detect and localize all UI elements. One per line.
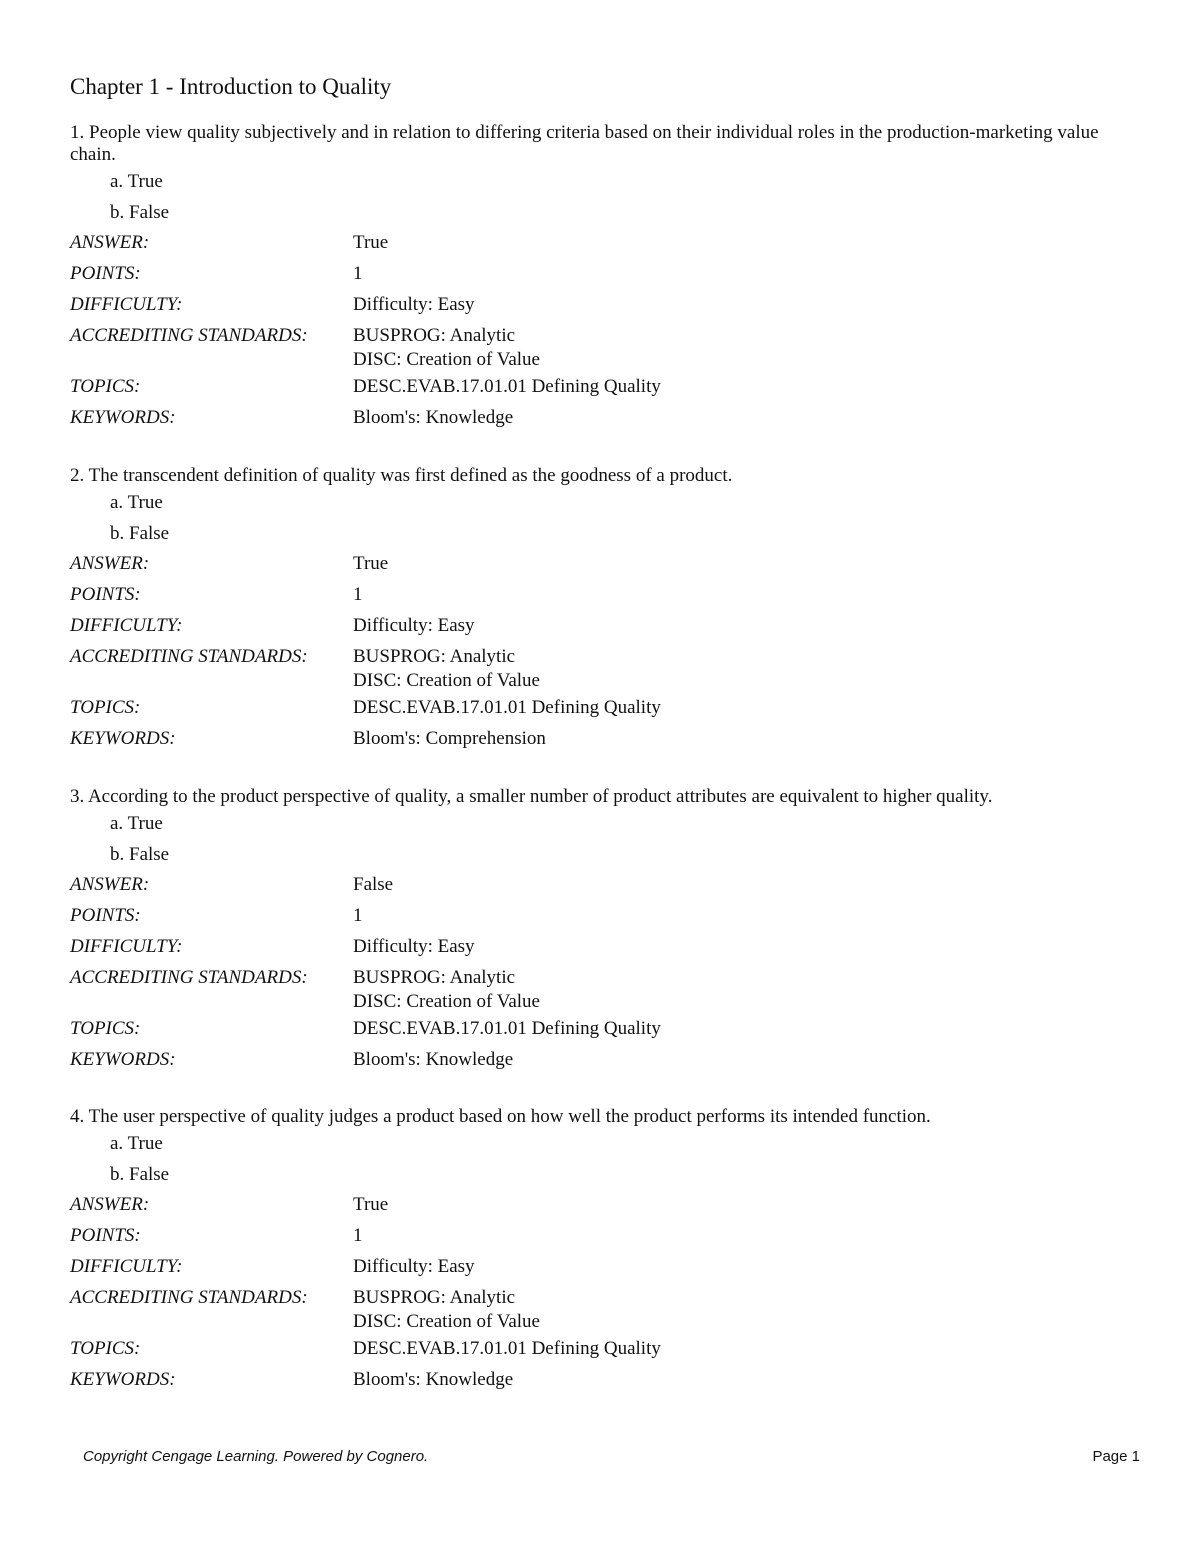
topics-label: TOPICS: (70, 1018, 141, 1039)
difficulty-row (70, 290, 1140, 321)
answer-options (110, 808, 1140, 870)
standards-row (70, 321, 1140, 372)
standards-value: BUSPROG: Analytic (353, 646, 516, 667)
topics-row (70, 1334, 1140, 1365)
option-false: b. False (110, 1164, 170, 1185)
standards-label: ACCREDITING STANDARDS: (70, 646, 308, 667)
standards-label: ACCREDITING STANDARDS: (70, 1287, 308, 1308)
standards-row (70, 963, 1140, 1014)
topics-value: DESC.EVAB.17.01.01 Defining Quality (353, 697, 661, 718)
topics-row (70, 693, 1140, 724)
answer-row (70, 549, 1140, 580)
standards-value: DISC: Creation of Value (353, 991, 540, 1012)
keywords-row (70, 724, 1140, 755)
answer-label: ANSWER: (70, 1194, 150, 1215)
topics-label: TOPICS: (70, 697, 141, 718)
keywords-row (70, 403, 1140, 434)
answer-row (70, 870, 1140, 901)
difficulty-label: DIFFICULTY: (70, 936, 183, 957)
answer-label: ANSWER: (70, 553, 150, 574)
points-label: POINTS: (70, 263, 141, 284)
copyright-text: Copyright Cengage Learning. Powered by Cognero. (83, 1448, 429, 1465)
answer-options (110, 487, 1140, 549)
standards-value: DISC: Creation of Value (353, 1311, 540, 1332)
points-value: 1 (353, 263, 363, 284)
standards-value: BUSPROG: Analytic (353, 1287, 516, 1308)
option-true: a. True (110, 492, 163, 513)
points-row (70, 901, 1140, 932)
answer-value: True (353, 1194, 389, 1215)
points-row (70, 1221, 1140, 1252)
standards-value: DISC: Creation of Value (353, 349, 540, 370)
difficulty-value: Difficulty: Easy (353, 1256, 475, 1277)
topics-row (70, 1014, 1140, 1045)
question-block (70, 465, 1140, 755)
keywords-row (70, 1045, 1140, 1076)
standards-value: BUSPROG: Analytic (353, 325, 516, 346)
option-false: b. False (110, 523, 170, 544)
standards-row (70, 1283, 1140, 1334)
answer-row (70, 1190, 1140, 1221)
topics-value: DESC.EVAB.17.01.01 Defining Quality (353, 376, 661, 397)
question-block (70, 786, 1140, 1076)
option-false: b. False (110, 202, 170, 223)
points-value: 1 (353, 905, 363, 926)
points-value: 1 (353, 584, 363, 605)
answer-label: ANSWER: (70, 232, 150, 253)
keywords-label: KEYWORDS: (70, 1049, 176, 1070)
keywords-label: KEYWORDS: (70, 728, 176, 749)
question-text: 3. According to the product perspective of quality, a smaller number of product attributes are equivalent to higher quality. (70, 786, 993, 807)
question-block (70, 1106, 1140, 1396)
question-block (70, 122, 1140, 434)
topics-value: DESC.EVAB.17.01.01 Defining Quality (353, 1338, 661, 1359)
points-row (70, 259, 1140, 290)
keywords-value: Bloom's: Knowledge (353, 1369, 514, 1390)
standards-label: ACCREDITING STANDARDS: (70, 967, 308, 988)
answer-value: False (353, 874, 394, 895)
difficulty-row (70, 1252, 1140, 1283)
keywords-row (70, 1365, 1140, 1396)
question-text: 2. The transcendent definition of quality was first defined as the goodness of a product. (70, 465, 733, 486)
points-label: POINTS: (70, 584, 141, 605)
keywords-value: Bloom's: Knowledge (353, 407, 514, 428)
option-true: a. True (110, 1133, 163, 1154)
keywords-value: Bloom's: Comprehension (353, 728, 546, 749)
page-number: Page 1 (1092, 1448, 1140, 1465)
points-label: POINTS: (70, 1225, 141, 1246)
points-value: 1 (353, 1225, 363, 1246)
points-row (70, 580, 1140, 611)
difficulty-label: DIFFICULTY: (70, 1256, 183, 1277)
keywords-value: Bloom's: Knowledge (353, 1049, 514, 1070)
topics-value: DESC.EVAB.17.01.01 Defining Quality (353, 1018, 661, 1039)
answer-options (110, 166, 1140, 228)
points-label: POINTS: (70, 905, 141, 926)
chapter-title: Chapter 1 - Introduction to Quality (70, 74, 392, 99)
keywords-label: KEYWORDS: (70, 407, 176, 428)
answer-value: True (353, 232, 389, 253)
difficulty-value: Difficulty: Easy (353, 936, 475, 957)
difficulty-row (70, 611, 1140, 642)
difficulty-value: Difficulty: Easy (353, 615, 475, 636)
option-true: a. True (110, 171, 163, 192)
difficulty-row (70, 932, 1140, 963)
standards-row (70, 642, 1140, 693)
answer-value: True (353, 553, 389, 574)
answer-row (70, 228, 1140, 259)
difficulty-value: Difficulty: Easy (353, 294, 475, 315)
standards-value: DISC: Creation of Value (353, 670, 540, 691)
option-false: b. False (110, 844, 170, 865)
topics-label: TOPICS: (70, 1338, 141, 1359)
question-text: 1. People view quality subjectively and in relation to differing criteria based on their individual roles in the production-marketing value chain. (70, 122, 1099, 165)
standards-label: ACCREDITING STANDARDS: (70, 325, 308, 346)
answer-label: ANSWER: (70, 874, 150, 895)
question-text: 4. The user perspective of quality judges a product based on how well the product performs its intended function. (70, 1106, 931, 1127)
answer-options (110, 1128, 1140, 1190)
difficulty-label: DIFFICULTY: (70, 294, 183, 315)
difficulty-label: DIFFICULTY: (70, 615, 183, 636)
option-true: a. True (110, 813, 163, 834)
standards-value: BUSPROG: Analytic (353, 967, 516, 988)
keywords-label: KEYWORDS: (70, 1369, 176, 1390)
topics-row (70, 372, 1140, 403)
topics-label: TOPICS: (70, 376, 141, 397)
